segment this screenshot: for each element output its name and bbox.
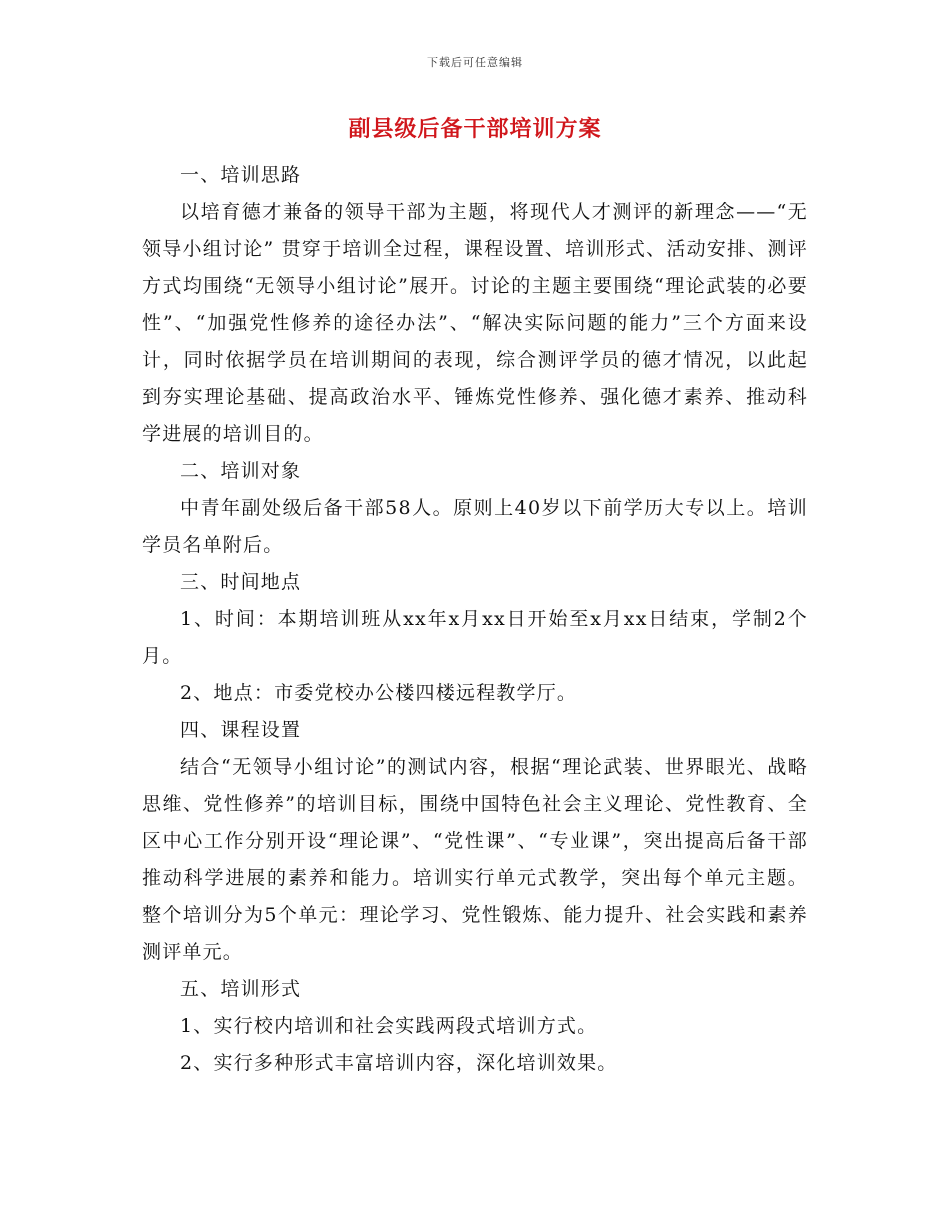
document-body: [142, 157, 808, 1082]
paragraph-training-form-1: 1、实行校内培训和社会实践两段式培训方式。: [180, 1015, 598, 1037]
paragraph-training-approach: 以培育德才兼备的领导干部为主题，将现代人才测评的新理念——“无领导小组讨论” 贯穿于培训全过程，课程设置、培训形式、活动安排、测评方式均围绕“无领导小组讨论”展开。讨论的主题主要围绕“理论武装的必要性”、“加强党性修养的途径办法”、“解决实际问题的能力”三个方面来设计，同时依据学员在培训期间的表现，综合测评学员的德才情况，以此起到夯实理论基础、提高政治水平、锤炼党性修养、强化德才素养、推动科学进展的培训目的。: [142, 201, 808, 445]
paragraph-curriculum: 结合“无领导小组讨论”的测试内容，根据“理论武装、世界眼光、战略思维、党性修养”的培训目标，围绕中国特色社会主义理论、党性教育、全区中心工作分别开设“理论课”、“党性课”、“专业课”，突出提高后备干部推动科学进展的素养和能力。培训实行单元式教学，突出每个单元主题。整个培训分为5个单元：理论学习、党性锻炼、能力提升、社会实践和素养测评单元。: [142, 756, 808, 963]
paragraph-training-form-2: 2、实行多种形式丰富培训内容，深化培训效果。: [180, 1052, 618, 1074]
section-heading-training-target: 二、培训对象: [180, 460, 302, 482]
section-heading-time-place: 三、时间地点: [180, 571, 302, 593]
section-heading-training-form: 五、培训形式: [180, 978, 302, 1000]
paragraph-training-target: 中青年副处级后备干部58人。原则上40岁以下前学历大专以上。培训学员名单附后。: [142, 497, 808, 556]
document-title: 副县级后备干部培训方案: [348, 117, 602, 142]
section-heading-training-approach: 一、培训思路: [180, 164, 302, 186]
paragraph-place: 2、地点：市委党校办公楼四楼远程教学厅。: [180, 682, 578, 704]
header-note: 下载后可任意编辑: [427, 56, 523, 69]
section-heading-curriculum: 四、课程设置: [180, 719, 302, 741]
paragraph-time: 1、时间：本期培训班从xx年x月xx日开始至x月xx日结束，学制2个月。: [142, 608, 808, 667]
